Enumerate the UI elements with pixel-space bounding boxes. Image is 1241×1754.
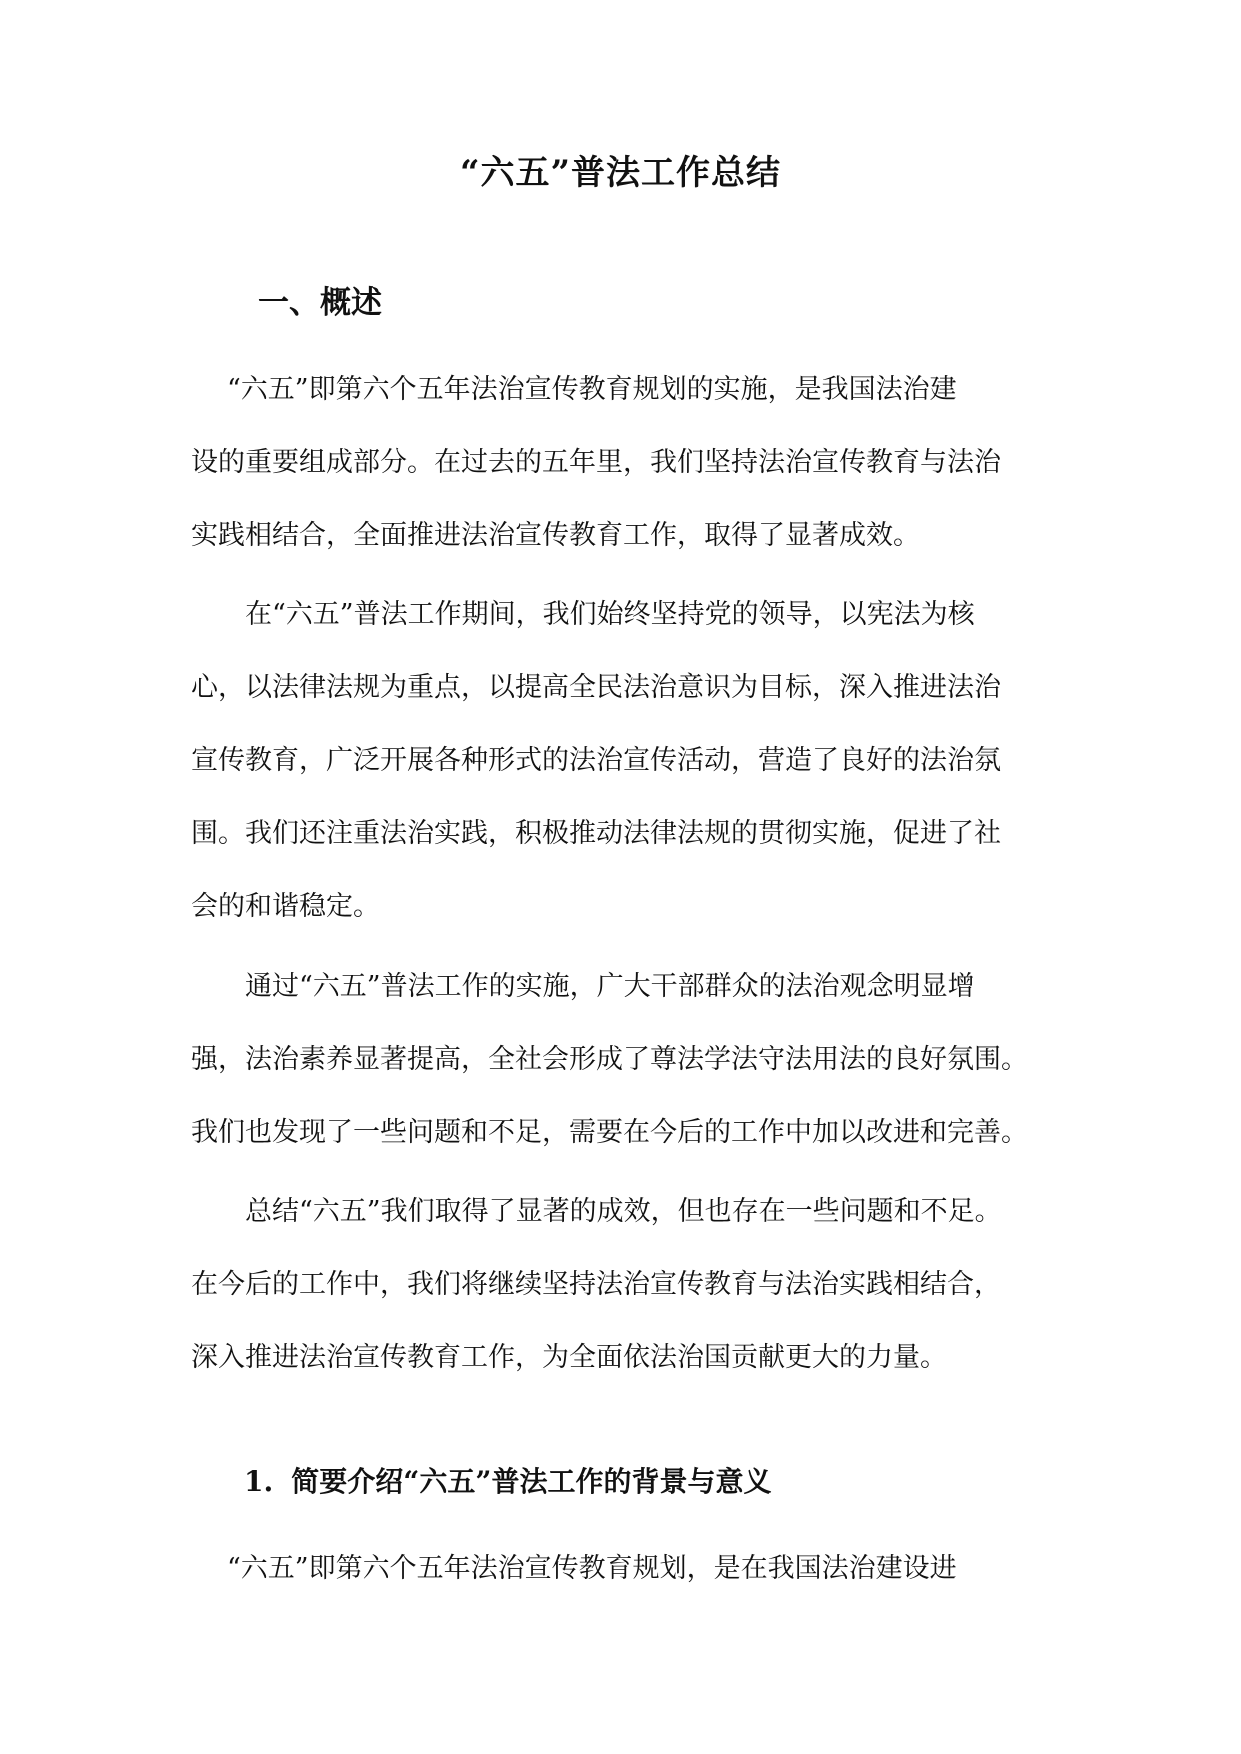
- paragraph-line: 在“六五”普法工作期间，我们始终坚持党的领导，以宪法为核: [245, 599, 975, 630]
- paragraph-line: 通过“六五”普法工作的实施，广大干部群众的法治观念明显增: [245, 971, 975, 1002]
- paragraph-2: [191, 578, 1055, 943]
- paragraph-line: 设的重要组成部分。在过去的五年里，我们坚持法治宣传教育与法治: [191, 447, 1001, 478]
- document-title: “六五”普法工作总结: [459, 153, 782, 193]
- paragraph-line: 实践相结合，全面推进法治宣传教育工作，取得了显著成效。: [191, 520, 920, 551]
- subsection-title: 简要介绍“六五”普法工作的背景与意义: [291, 1465, 772, 1498]
- paragraph-line: 在今后的工作中，我们将继续坚持法治宣传教育与法治实践相结合，: [191, 1269, 1001, 1300]
- paragraph-4: [191, 1175, 1055, 1394]
- paragraph-line: 深入推进法治宣传教育工作，为全面依法治国贡献更大的力量。: [191, 1342, 947, 1373]
- paragraph-line: 围。我们还注重法治实践，积极推动法律法规的贯彻实施，促进了社: [191, 818, 1001, 849]
- paragraph-1: [191, 353, 1055, 572]
- paragraph-line: 强，法治素养显著提高，全社会形成了尊法学法守法用法的良好氛围。: [191, 1044, 1028, 1075]
- paragraph-line: 总结“六五”我们取得了显著的成效，但也存在一些问题和不足。: [245, 1196, 1002, 1227]
- subsection-number: 1.: [244, 1465, 274, 1498]
- paragraph-line: “六五”即第六个五年法治宣传教育规划，是在我国法治建设进: [227, 1553, 957, 1584]
- paragraph-line: 我们也发现了一些问题和不足，需要在今后的工作中加以改进和完善。: [191, 1117, 1028, 1148]
- paragraph-line: “六五”即第六个五年法治宣传教育规划的实施，是我国法治建: [227, 374, 957, 405]
- subsection-heading: [244, 1457, 771, 1507]
- paragraph-3: [191, 950, 1055, 1169]
- paragraph-line: 宣传教育，广泛开展各种形式的法治宣传活动，营造了良好的法治氛: [191, 745, 1001, 776]
- paragraph-line: 会的和谐稳定。: [191, 891, 380, 922]
- paragraph-5: [191, 1532, 1055, 1605]
- section-heading-overview: 一、概述: [258, 285, 382, 321]
- paragraph-line: 心，以法律法规为重点，以提高全民法治意识为目标，深入推进法治: [191, 672, 1001, 703]
